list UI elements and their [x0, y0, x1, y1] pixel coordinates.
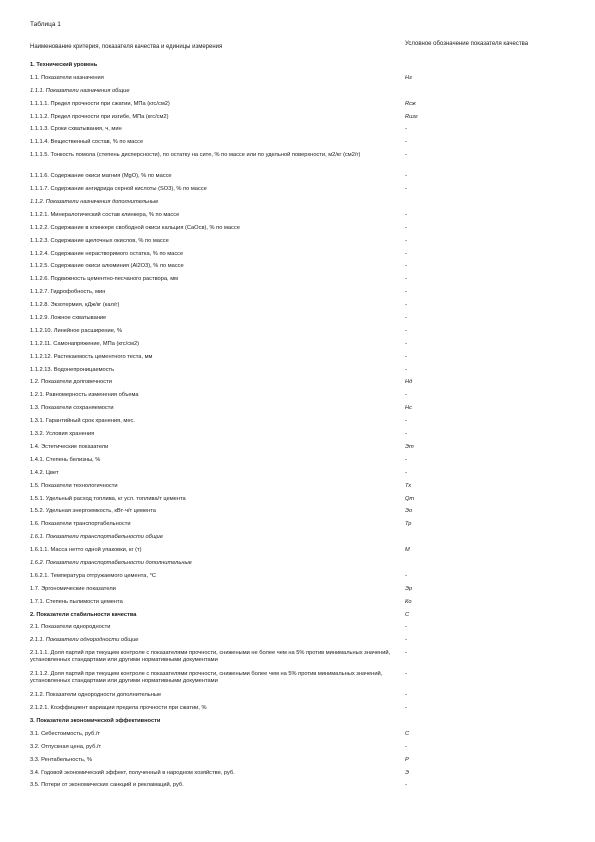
criterion-code: -	[405, 572, 407, 579]
criterion-name: 2.1.1. Показатели однородности общие	[30, 637, 139, 644]
table-row	[30, 186, 570, 199]
criterion-name: 1.1.2.9. Ложное схватывание	[30, 315, 107, 322]
table-row	[30, 483, 570, 496]
criterion-name: 1.1.2.3. Содержание щелочных окислов, % по массе	[30, 237, 169, 244]
criterion-code: С	[405, 730, 410, 737]
criterion-code: -	[405, 705, 407, 712]
table-row	[30, 573, 570, 586]
table-row	[30, 744, 570, 757]
table-row	[30, 705, 570, 718]
table-row	[30, 444, 570, 457]
criterion-name: 1.4.1. Степень белизны, %	[30, 456, 101, 463]
criterion-name: 1.1.1.1. Предел прочности при сжатии, МПа (кгс/см2)	[30, 100, 170, 107]
table-row	[30, 152, 570, 173]
criterion-name: 1.1.2.11. Самонапряжение, МПа (кгс/см2)	[30, 340, 140, 347]
criterion-name: 1.6. Показатели транспортабельности	[30, 521, 131, 528]
table-caption: Таблица 1	[30, 21, 61, 28]
criterion-code: -	[405, 392, 407, 399]
table-row	[30, 624, 570, 637]
table-row	[30, 225, 570, 238]
criterion-name: 3. Показатели экономической эффективности	[30, 717, 161, 724]
table-row	[30, 470, 570, 483]
criterion-code	[405, 62, 570, 75]
criterion-code	[405, 718, 570, 731]
criterion-code	[405, 88, 570, 101]
criterion-code: -	[405, 126, 407, 133]
criterion-name: 3.5. Потери от экономических санкций и рекламаций, руб.	[30, 782, 184, 789]
table-row	[30, 757, 570, 770]
table-row	[30, 251, 570, 264]
table-row	[30, 302, 570, 315]
table-row	[30, 770, 570, 783]
table-row	[30, 392, 570, 405]
table-row	[30, 263, 570, 276]
criterion-code: -	[405, 289, 407, 296]
criterion-code: -	[405, 456, 407, 463]
criteria-table	[30, 62, 570, 795]
table-row	[30, 782, 570, 795]
table-row	[30, 212, 570, 225]
table-row	[30, 521, 570, 534]
criterion-name: 1.1.2.5. Содержание окиси алюминия (Al2O3), % по массе	[30, 263, 184, 270]
criterion-name: 1.3.2. Условия хранения	[30, 431, 95, 438]
criterion-name: 1.5. Показатели технологичности	[30, 482, 118, 489]
table-row	[30, 328, 570, 341]
criterion-code: -	[405, 418, 407, 425]
criterion-name: 1.1.2.10. Линейное расширение, %	[30, 327, 123, 334]
criterion-code: Нс	[405, 405, 412, 412]
criterion-name: 2.1.2.1. Коэффициент вариации предела прочности при сжатии, %	[30, 705, 207, 712]
criterion-name: 1.1.2.7. Гидрофобность, мин	[30, 289, 106, 296]
criterion-name: 3.1. Себестоимость, руб./т	[30, 730, 101, 737]
criterion-code: -	[405, 186, 407, 193]
table-row	[30, 199, 570, 212]
criterion-name: 1.5.1. Удельный расход топлива, кг усл. топлива/т цемента	[30, 495, 186, 502]
table-row	[30, 405, 570, 418]
criterion-code: Rизг	[405, 113, 418, 120]
criterion-code: -	[405, 327, 407, 334]
table-row	[30, 496, 570, 509]
table-row	[30, 637, 570, 650]
criterion-code: -	[405, 353, 407, 360]
criterion-name: 1.1.1.3. Сроки схватывания, ч, мин	[30, 126, 122, 133]
table-row	[30, 671, 570, 692]
criterion-name: 1.1.2.6. Подвижность цементно-песчаного раствора, мм	[30, 276, 179, 283]
table-row	[30, 431, 570, 444]
table-row	[30, 315, 570, 328]
criterion-name: 1.2.1. Равномерность изменения объема	[30, 392, 139, 399]
table-row	[30, 599, 570, 612]
column-header-code: Условное обозначение показателя качества	[405, 41, 529, 47]
criterion-code: М	[405, 547, 410, 554]
criterion-code: Ко	[405, 598, 412, 605]
table-row	[30, 650, 570, 671]
criterion-name: 3.3. Рентабельность, %	[30, 756, 93, 763]
table-row	[30, 718, 570, 731]
criterion-code: Э	[405, 769, 409, 776]
table-row	[30, 289, 570, 302]
criterion-name: 1.1.2.4. Содержание нерастворимого остатка, % по массе	[30, 250, 184, 257]
criterion-code: Р	[405, 756, 409, 763]
criterion-name: 1.3.1. Гарантийный срок хранения, мес.	[30, 418, 135, 425]
criterion-code: -	[405, 431, 407, 438]
table-row	[30, 354, 570, 367]
criterion-name: 1.1.1.6. Содержание окиси магния (MgO), % по массе	[30, 173, 172, 180]
criterion-code: -	[405, 637, 407, 644]
criterion-code: -	[405, 263, 407, 270]
table-row	[30, 731, 570, 744]
criterion-code: Тр	[405, 521, 412, 528]
criterion-code: -	[405, 173, 407, 180]
criterion-code: Тх	[405, 482, 412, 489]
criterion-name: 1.6.1. Показатели транспортабельности общие	[30, 534, 164, 541]
criterion-name: 3.2. Отпускная цена, руб./т	[30, 743, 102, 750]
criterion-code: Qт	[405, 495, 415, 502]
criterion-name: 1.6.2.1. Температура отгружаемого цемента, °С	[30, 572, 157, 579]
criterion-name: 1.4. Эстетические показатели	[30, 443, 109, 450]
criterion-name: 1.6.2. Показатели транспортабельности дополнительные	[30, 559, 192, 566]
table-row	[30, 612, 570, 625]
criterion-name: 2.1. Показатели однородности	[30, 624, 111, 631]
criterion-code: Rсж	[405, 100, 416, 107]
criterion-code: -	[405, 469, 407, 476]
criterion-name: 1.1.2. Показатели назначения дополнительные	[30, 199, 159, 206]
criterion-code: -	[405, 671, 407, 678]
table-row	[30, 88, 570, 101]
criterion-name: 1.7. Эргономические показатели	[30, 585, 116, 592]
criterion-name: 1.1.1.5. Тонкость помола (степень дисперсности), по остатку на сите, % по массе или по удельной поверхности, м2/кг (см2/г)	[30, 152, 361, 159]
criterion-code: -	[405, 692, 407, 699]
criterion-code: -	[405, 624, 407, 631]
criterion-name: 2. Показатели стабильности качества	[30, 611, 137, 618]
criterion-code: -	[405, 315, 407, 322]
table-row	[30, 139, 570, 152]
criterion-name: 1.1.2.1. Минералогический состав клинкера, % по массе	[30, 211, 180, 218]
table-row	[30, 457, 570, 470]
table-row	[30, 173, 570, 186]
column-header-name: Наименование критерия, показателя качества и единицы измерения	[30, 44, 223, 50]
table-row	[30, 692, 570, 705]
criterion-name: 2.1.2. Показатели однородности дополнительные	[30, 692, 162, 699]
criterion-code	[405, 199, 570, 212]
criterion-code: -	[405, 139, 407, 146]
table-row	[30, 101, 570, 114]
criterion-name: 1.1.2.2. Содержание в клинкере свободной окиси кальция (CaOсв), % по массе	[30, 224, 240, 231]
table-row	[30, 276, 570, 289]
criterion-name: 1.5.2. Удельная энергоемкость, кВт·ч/т цемента	[30, 508, 156, 515]
table-row	[30, 560, 570, 573]
criterion-code: -	[405, 743, 407, 750]
criterion-name: 1.7.1. Степень пылимости цемента	[30, 598, 123, 605]
criterion-name: 2.1.1.1. Доля партий при текущем контроле с показателями прочности, снижеными не более чем на 5% против минимальных значений, установленных стандартами или другими нормативными документами	[30, 650, 391, 664]
criterion-code: -	[405, 250, 407, 257]
table-row	[30, 534, 570, 547]
criterion-code: Эр	[405, 585, 413, 592]
criterion-code	[405, 560, 570, 573]
criterion-code: С	[405, 611, 410, 618]
criterion-name: 1. Технический уровень	[30, 62, 98, 68]
criterion-name: 1.1.2.13. Водонепроницаемость	[30, 366, 115, 373]
criterion-name: 1.1.2.8. Экзотермия, кДж/кг (кал/г)	[30, 302, 120, 309]
table-row	[30, 508, 570, 521]
table-row	[30, 367, 570, 380]
criterion-code: -	[405, 340, 407, 347]
table-row	[30, 62, 570, 75]
criterion-code: -	[405, 302, 407, 309]
criterion-name: 2.1.1.2. Доля партий при текущем контроле с показателями прочности, снижеными более чем на 5% против минимальных значений, установленных стандартами или другими нормативными документами	[30, 671, 383, 685]
criterion-name: 1.1. Показатели назначения	[30, 74, 104, 81]
criterion-name: 1.1.1.7. Содержание ангидрида серной кислоты (SO3), % по массе	[30, 186, 207, 193]
criterion-name: 1.1.1. Показатели назначения общие	[30, 87, 130, 94]
criterion-name: 1.1.2.12. Растекаемость цементного теста, мм	[30, 353, 153, 360]
criterion-name: 1.4.2. Цвет	[30, 469, 59, 476]
criterion-code: Нд	[405, 379, 413, 386]
criterion-code: -	[405, 782, 407, 789]
criterion-code: -	[405, 237, 407, 244]
criterion-code: -	[405, 276, 407, 283]
criterion-code	[405, 534, 570, 547]
criterion-code: -	[405, 650, 407, 657]
table-row	[30, 126, 570, 139]
criterion-name: 1.1.1.4. Вещественный состав, % по массе	[30, 139, 144, 146]
criterion-name: 1.1.1.2. Предел прочности при изгибе, МПа (кгс/см2)	[30, 113, 169, 120]
criterion-code: -	[405, 211, 407, 218]
table-row	[30, 418, 570, 431]
criterion-code: -	[405, 224, 407, 231]
criterion-code: Эо	[405, 508, 413, 515]
table-row	[30, 75, 570, 88]
criterion-name: 1.2. Показатели долговечности	[30, 379, 112, 386]
criterion-name: 1.3. Показатели сохраняемости	[30, 405, 114, 412]
criterion-code: -	[405, 152, 407, 159]
criterion-code: Эт	[405, 443, 414, 450]
table-row	[30, 379, 570, 392]
table-row	[30, 238, 570, 251]
table-row	[30, 547, 570, 560]
table-row	[30, 341, 570, 354]
criterion-code: -	[405, 366, 407, 373]
criterion-name: 1.6.1.1. Масса нетто одной упаковки, кг (т)	[30, 547, 142, 554]
table-row	[30, 114, 570, 127]
criterion-name: 3.4. Годовой экономический эффект, полученный в народном хозяйстве, руб.	[30, 769, 235, 776]
table-row	[30, 586, 570, 599]
criterion-code: Нз	[405, 74, 412, 81]
